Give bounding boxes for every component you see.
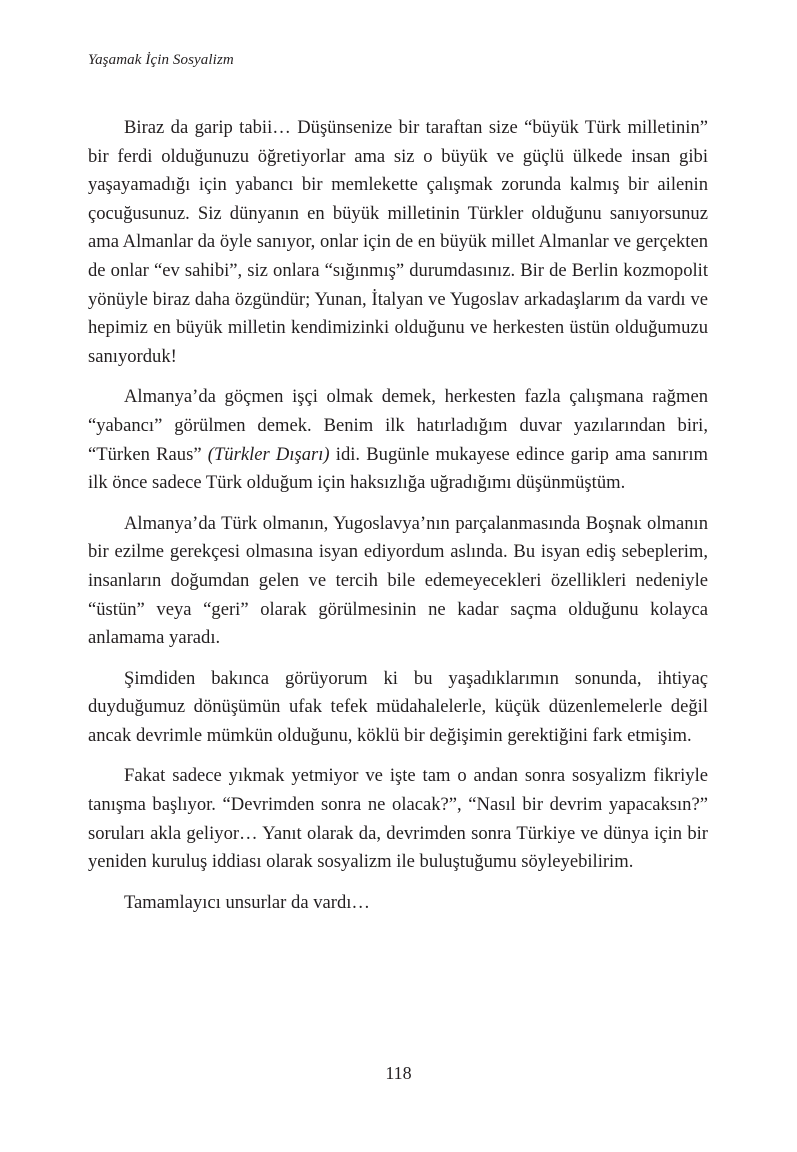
running-header: Yaşamak İçin Sosyalizm (88, 52, 234, 68)
paragraph-4: Şimdiden bakınca görüyorum ki bu yaşadıklarımın sonunda, ihtiyaç duyduğumuz dönüşümün ufak tefek müdahalelerle, küçük düzenlemelerle değil ancak devrimle mümkün olduğunu, köklü bir değişimin gerektiğini fark etmişim. (88, 667, 708, 746)
paragraph-2-part-1: Almanya’da göçmen işçi olmak demek, herkesten fazla çalışmana rağmen “yabancı” görülmen demek. Benim ilk hatırladığım duvar yazılarından biri, “Türken Raus” (88, 386, 708, 465)
paragraph-2 (88, 383, 708, 497)
paragraph-1: Biraz da garip tabii… Düşünsenize bir taraftan size “büyük Türk milletinin” bir ferdi olduğunuzu öğretiyorlar ama siz o büyük ve güçlü ülkede insan gibi yaşayamadığı için yabancı bir memlekette çalışmak zorunda kalmış bir ailenin çocuğusunuz. Siz dünyanın en büyük milletinin Türkler olduğunu sanıyorsunuz ama Almanlar da öyle sanıyor, onlar için de en büyük millet Almanlar ve gerçekten de onlar “ev sahibi”, siz onlara “sığınmış” durumdasınız. Bir de Berlin kozmopolit yönüyle biraz daha özgündür; Yunan, İtalyan ve Yugoslav arkadaşlarım da vardı ve hepimiz en büyük milletin kendimizinki olduğunu ve herkesten üstün olduğumuzu sanıyorduk! (88, 117, 708, 367)
paragraph-2-italic: (Türkler Dışarı) (207, 443, 330, 465)
page-number: 118 (385, 1063, 412, 1083)
paragraph-2-part-2: idi. Bugünle mukayese edince garip ama sanırım ilk önce sadece Türk olduğum için haksızlığa uğradığımı düşünmüştüm. (88, 443, 708, 494)
paragraph-3: Almanya’da Türk olmanın, Yugoslavya’nın parçalanmasında Boşnak olmanın bir ezilme gerekçesi olmasına isyan ediyordum aslında. Bu isyan ediş sebeplerim, insanların doğumdan gelen ve tercih bile edemeyecekleri özellikleri nedeniyle “üstün” veya “geri” olarak görülmesinin ne kadar saçma olduğunu kolayca anlamama yaradı. (88, 512, 708, 649)
body-text (88, 114, 708, 929)
paragraph-6: Tamamlayıcı unsurlar da vardı… (124, 891, 371, 913)
paragraph-5: Fakat sadece yıkmak yetmiyor ve işte tam o andan sonra sosyalizm fikriyle tanışma başlıyor. “Devrimden sonra ne olacak?”, “Nasıl bir devrim yapacaksın?” soruları akla geliyor… Yanıt olarak da, devrimden sonra Türkiye ve dünya için bir yeniden kuruluş iddiası olarak sosyalizm ile buluştuğumu söyleyebilirim. (88, 765, 708, 873)
